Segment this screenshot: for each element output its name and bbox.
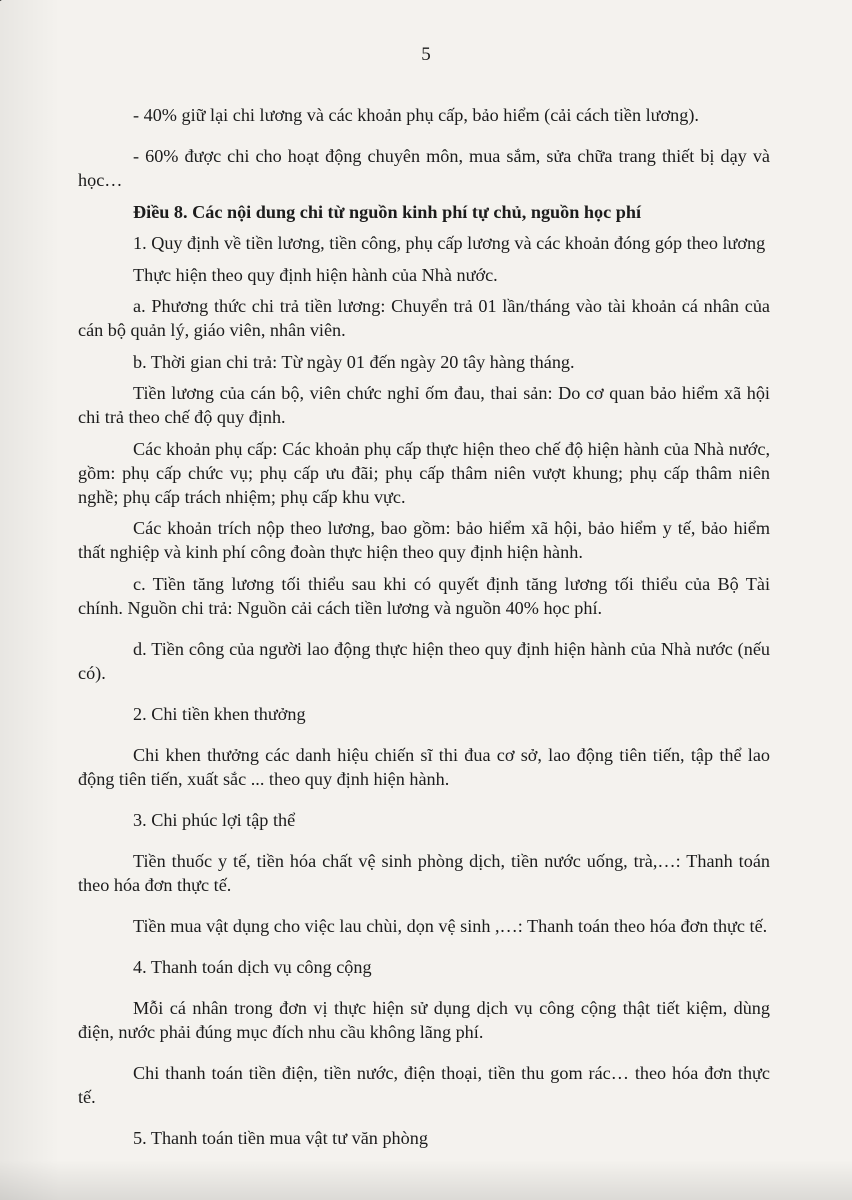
paragraph-cleaning-supplies: Tiền mua vật dụng cho việc lau chùi, dọn vệ sinh ,…: Thanh toán theo hóa đơn thực tế. [133, 915, 768, 936]
scan-shadow-bottom [0, 1160, 852, 1200]
paragraph-60-percent: - 60% được chi cho hoạt động chuyên môn, mua sắm, sửa chữa trang thiết bị dạy và học… [78, 146, 770, 190]
paragraph-deductions: Các khoản trích nộp theo lương, bao gồm: bảo hiểm xã hội, bảo hiểm y tế, bảo hiểm thất nghiệp và kinh phí công đoàn thực hiện theo quy định hiện hành. [78, 518, 770, 562]
paragraph-40-percent: - 40% giữ lại chi lương và các khoản phụ cấp, bảo hiểm (cải cách tiền lương). [133, 105, 699, 125]
section-5-title: 5. Thanh toán tiền mua vật tư văn phòng [133, 1127, 428, 1148]
paragraph-regulation: Thực hiện theo quy định hiện hành của Nhà nước. [133, 264, 498, 285]
section-2-title: 2. Chi tiền khen thưởng [133, 703, 306, 724]
paragraph-allowances: Các khoản phụ cấp: Các khoản phụ cấp thực hiện theo chế độ hiện hành của Nhà nước, gồm: phụ cấp chức vụ; phụ cấp ưu đãi; phụ cấp thâm niên vượt khung; phụ cấp thâm niên nghề; phụ cấp trách nhiệm; phụ cấp khu vực. [78, 438, 770, 507]
item-d-labor-wage: d. Tiền công của người lao động thực hiện theo quy định hiện hành của Nhà nước (nếu có). [78, 638, 770, 683]
paragraph-utility-bills: Chi thanh toán tiền điện, tiền nước, điện thoại, tiền thu gom rác… theo hóa đơn thực tế. [78, 1062, 770, 1107]
section-1-title: 1. Quy định về tiền lương, tiền công, phụ cấp lương và các khoản đóng góp theo lương [133, 233, 766, 253]
item-a-payment-method: a. Phương thức chi trả tiền lương: Chuyển trả 01 lần/tháng vào tài khoản cá nhân của cán bộ quản lý, giáo viên, nhân viên. [78, 296, 770, 340]
item-c-minimum-wage: c. Tiền tăng lương tối thiểu sau khi có quyết định tăng lương tối thiểu của Bộ Tài chính. Nguồn chi trả: Nguồn cải cách tiền lương và nguồn 40% học phí. [78, 573, 770, 618]
article-8-heading: Điều 8. Các nội dung chi từ nguồn kinh phí tự chủ, nguồn học phí [133, 201, 642, 222]
document-body [78, 103, 770, 1157]
paragraph-rewards: Chi khen thưởng các danh hiệu chiến sĩ thi đua cơ sở, lao động tiên tiến, tập thể lao động tiên tiến, xuất sắc ... theo quy định hiện hành. [78, 744, 770, 789]
scan-shadow-left [0, 0, 60, 1200]
section-4-title: 4. Thanh toán dịch vụ công cộng [133, 956, 372, 977]
page-number: 5 [421, 44, 431, 65]
section-3-title: 3. Chi phúc lợi tập thể [133, 809, 296, 830]
paragraph-public-services: Mỗi cá nhân trong đơn vị thực hiện sử dụng dịch vụ công cộng thật tiết kiệm, dùng điện, nước phải đúng mục đích nhu cầu không lãng phí. [78, 997, 770, 1042]
paragraph-sick-leave-salary: Tiền lương của cán bộ, viên chức nghỉ ốm đau, thai sản: Do cơ quan bảo hiểm xã hội chi trả theo chế độ quy định. [78, 383, 770, 427]
item-b-payment-time: b. Thời gian chi trả: Từ ngày 01 đến ngày 20 tây hàng tháng. [133, 351, 575, 372]
corner-fold-mark [0, 0, 42, 12]
paragraph-medicine: Tiền thuốc y tế, tiền hóa chất vệ sinh phòng dịch, tiền nước uống, trà,…: Thanh toán theo hóa đơn thực tế. [78, 850, 770, 895]
